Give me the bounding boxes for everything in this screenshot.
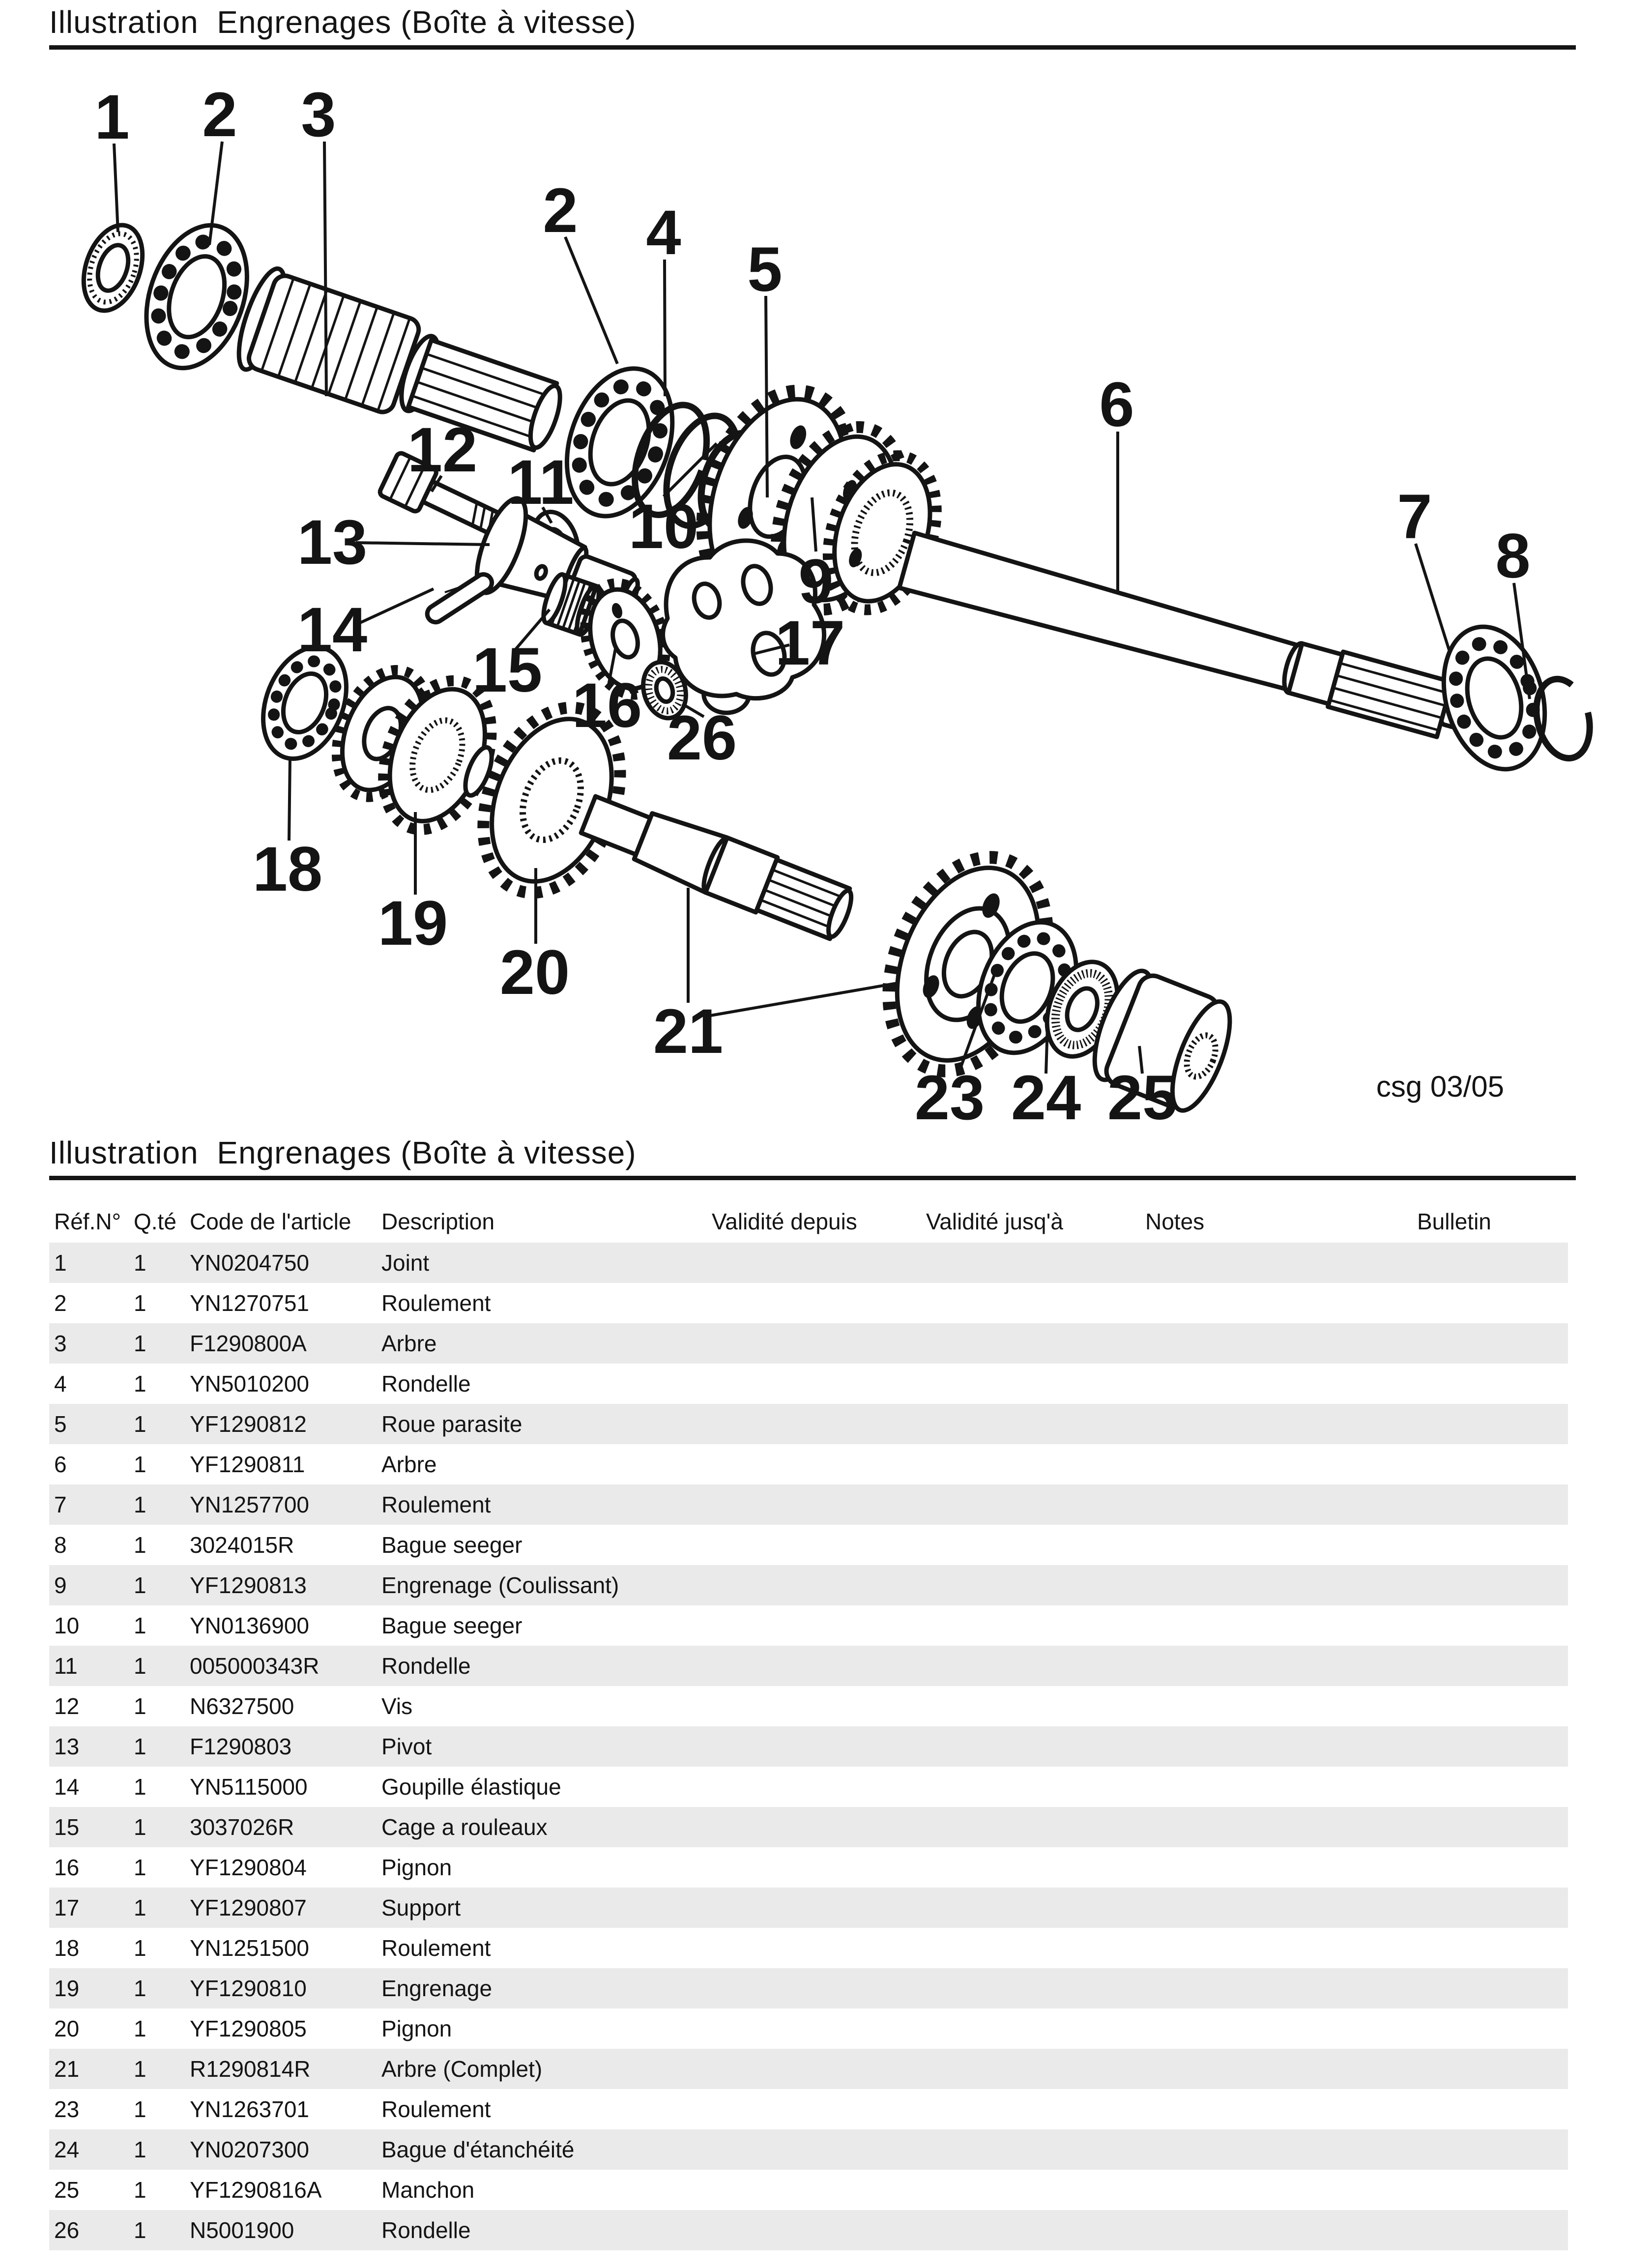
table-cell	[1417, 1444, 1568, 1484]
table-cell	[1417, 2210, 1568, 2250]
table-cell	[1417, 1525, 1568, 1565]
table-row-15	[49, 1807, 1568, 1847]
table-cell	[712, 1484, 926, 1525]
table-cell	[1145, 1807, 1417, 1847]
parts-table	[49, 1199, 1568, 2250]
table-cell	[1145, 1565, 1417, 1605]
callout-leader-21	[705, 983, 898, 1017]
table-cell	[712, 1968, 926, 2008]
table-row-14	[49, 1767, 1568, 1807]
table-row-1	[49, 1243, 1568, 1283]
table-cell	[712, 2049, 926, 2089]
table-row-3	[49, 1323, 1568, 1364]
table-cell	[712, 1404, 926, 1444]
table-row-26	[49, 2210, 1568, 2250]
table-cell: 1	[54, 1250, 67, 1276]
callout-14: 14	[297, 595, 368, 665]
table-cell: Engrenage	[381, 1976, 493, 2001]
table-cell	[1145, 1686, 1417, 1726]
table-cell	[712, 1283, 926, 1323]
table-cell: 1	[134, 1290, 146, 1316]
table-cell	[1417, 2170, 1568, 2210]
callout-23: 23	[914, 1063, 985, 1133]
col-header-notes: Notes	[1145, 1209, 1205, 1234]
table-cell: YN1270751	[190, 1290, 309, 1316]
table-cell	[926, 1605, 1145, 1646]
table-cell: 1	[134, 1855, 146, 1880]
table-row-9	[49, 1565, 1568, 1605]
table-cell	[1145, 2210, 1417, 2250]
table-cell: YF1290816A	[190, 2177, 322, 2203]
table-row-7	[49, 1484, 1568, 1525]
table-cell: 1	[134, 1653, 146, 1679]
table-cell	[926, 2089, 1145, 2129]
table-cell	[712, 1525, 926, 1565]
callout-7: 7	[1397, 482, 1432, 552]
table-cell	[926, 2008, 1145, 2049]
table-cell: Arbre	[381, 1452, 437, 1477]
table-cell: Roulement	[381, 1492, 491, 1517]
table-cell	[1145, 2170, 1417, 2210]
table-cell: YF1290807	[190, 1895, 307, 1920]
table-row-24	[49, 2129, 1568, 2170]
table-cell: F1290803	[190, 1734, 292, 1759]
table-cell: 2	[54, 1290, 67, 1316]
table-cell	[1145, 1484, 1417, 1525]
table-cell	[926, 1847, 1145, 1888]
table-cell: YF1290813	[190, 1572, 307, 1598]
table-cell	[1417, 1888, 1568, 1928]
table-title-rule	[49, 1176, 1576, 1180]
callout-5: 5	[747, 234, 783, 305]
table-cell	[1417, 1565, 1568, 1605]
table-cell	[926, 1525, 1145, 1565]
callout-25: 25	[1107, 1063, 1178, 1133]
table-cell	[712, 1646, 926, 1686]
table-cell: 1	[134, 2096, 146, 2122]
page-title: Illustration Engrenages (Boîte à vitesse)	[49, 4, 637, 40]
table-row-10	[49, 1605, 1568, 1646]
table-cell: Support	[381, 1895, 461, 1920]
table-cell	[1145, 1928, 1417, 1968]
table-cell: Bague d'étanchéité	[381, 2137, 575, 2162]
col-header-valid-from: Validité depuis	[712, 1209, 857, 1234]
table-cell	[1417, 1767, 1568, 1807]
part-goupille-14	[424, 571, 495, 625]
table-row-16	[49, 1847, 1568, 1888]
table-cell	[1417, 1807, 1568, 1847]
table-cell: 1	[134, 2016, 146, 2041]
table-cell	[712, 2129, 926, 2170]
table-cell: 25	[54, 2177, 80, 2203]
table-cell: 8	[54, 1532, 67, 1558]
table-cell	[1145, 2049, 1417, 2089]
table-cell: YN5115000	[190, 1774, 308, 1800]
table-cell: Manchon	[381, 2177, 475, 2203]
callout-leader-5	[766, 296, 767, 497]
table-row-11	[49, 1646, 1568, 1686]
table-cell: 1	[134, 1814, 146, 1840]
callout-26: 26	[667, 703, 737, 773]
table-cell: 1	[134, 1976, 146, 2001]
table-cell	[712, 2089, 926, 2129]
table-row-18	[49, 1928, 1568, 1968]
table-cell	[1417, 2008, 1568, 2049]
table-cell: N6327500	[190, 1693, 294, 1719]
table-cell	[1417, 1686, 1568, 1726]
table-cell	[926, 2210, 1145, 2250]
table-cell: YF1290804	[190, 1855, 307, 1880]
part-joint-1	[73, 217, 153, 319]
table-cell	[712, 1928, 926, 1968]
header-block-table	[49, 1134, 1576, 1180]
callout-leader-3	[324, 142, 326, 396]
table-cell: 1	[134, 2177, 146, 2203]
table-row-8	[49, 1525, 1568, 1565]
table-cell: 17	[54, 1895, 80, 1920]
table-cell: YN1257700	[190, 1492, 309, 1517]
table-cell: Goupille élastique	[381, 1774, 561, 1800]
table-cell: Arbre	[381, 1331, 437, 1356]
callout-10: 10	[628, 492, 699, 562]
table-cell: Pivot	[381, 1734, 432, 1759]
table-cell: 1	[134, 1452, 146, 1477]
table-cell	[926, 1686, 1145, 1726]
table-cell	[926, 1283, 1145, 1323]
part-arbre-3	[230, 264, 573, 470]
table-cell	[926, 1968, 1145, 2008]
callout-leader-7	[1416, 544, 1449, 650]
table-cell: Arbre (Complet)	[381, 2056, 543, 2082]
table-cell: 005000343R	[190, 1653, 319, 1679]
table-cell: 20	[54, 2016, 80, 2041]
table-cell: YF1290811	[190, 1452, 305, 1477]
part-arbre-6	[900, 533, 1481, 745]
table-cell	[1145, 1726, 1417, 1767]
table-cell: YN5010200	[190, 1371, 309, 1396]
table-cell	[712, 1444, 926, 1484]
table-cell: 1	[134, 1411, 146, 1437]
table-cell	[712, 1565, 926, 1605]
table-cell	[926, 2170, 1145, 2210]
table-cell	[1145, 2129, 1417, 2170]
table-cell: YN1251500	[190, 1935, 309, 1961]
table-cell	[926, 1444, 1145, 1484]
table-cell	[1417, 1364, 1568, 1404]
table-cell: 1	[134, 1693, 146, 1719]
table-cell	[1417, 1726, 1568, 1767]
table-cell: Pignon	[381, 2016, 452, 2041]
table-cell	[1417, 2129, 1568, 2170]
table-cell	[1145, 1364, 1417, 1404]
callout-1: 1	[94, 82, 130, 152]
table-row-2	[49, 1283, 1568, 1323]
table-cell	[1417, 1968, 1568, 2008]
table-cell	[1417, 1323, 1568, 1364]
table-cell: Roulement	[381, 1935, 491, 1961]
table-cell	[1145, 1888, 1417, 1928]
callout-20: 20	[499, 937, 570, 1008]
callout-12: 12	[407, 415, 478, 485]
callout-19: 19	[377, 888, 448, 959]
callout-9: 9	[798, 547, 834, 617]
table-cell	[712, 1847, 926, 1888]
callout-17: 17	[775, 608, 845, 678]
table-cell	[1145, 1283, 1417, 1323]
callout-18: 18	[252, 834, 323, 904]
table-cell	[712, 1364, 926, 1404]
table-cell	[1145, 2089, 1417, 2129]
table-cell: Pignon	[381, 1855, 452, 1880]
table-cell: 1	[134, 1935, 146, 1961]
table-cell	[926, 1243, 1145, 1283]
table-cell	[712, 1767, 926, 1807]
callout-2: 2	[543, 175, 578, 246]
table-cell	[926, 1323, 1145, 1364]
table-cell: 4	[54, 1371, 67, 1396]
table-cell: 15	[54, 1814, 80, 1840]
table-cell: YN0136900	[190, 1613, 309, 1638]
table-cell: 1	[134, 1250, 146, 1276]
table-title: Illustration Engrenages (Boîte à vitesse)	[49, 1135, 637, 1170]
table-cell: 1	[134, 1774, 146, 1800]
drawing-footnote: csg 03/05	[1376, 1070, 1504, 1103]
table-row-13	[49, 1726, 1568, 1767]
table-cell: Rondelle	[381, 1371, 471, 1396]
callout-8: 8	[1495, 521, 1531, 591]
table-row-17	[49, 1888, 1568, 1928]
table-cell: 7	[54, 1492, 67, 1517]
table-cell	[1145, 1968, 1417, 2008]
table-cell	[712, 1726, 926, 1767]
table-cell	[1417, 2089, 1568, 2129]
table-cell: Rondelle	[381, 2217, 471, 2243]
table-cell: 11	[54, 1653, 78, 1679]
col-header-code: Code de l'article	[190, 1209, 351, 1234]
table-cell: 24	[54, 2137, 80, 2162]
table-row-4	[49, 1364, 1568, 1404]
table-cell	[1145, 1767, 1417, 1807]
table-cell	[926, 1364, 1145, 1404]
table-cell	[1145, 1243, 1417, 1283]
table-cell: YF1290812	[190, 1411, 307, 1437]
callout-16: 16	[572, 670, 642, 741]
table-cell	[1417, 2049, 1568, 2089]
table-cell: 6	[54, 1452, 67, 1477]
table-cell	[712, 2210, 926, 2250]
table-cell: 3	[54, 1331, 67, 1356]
table-cell	[926, 2049, 1145, 2089]
table-cell	[1417, 1404, 1568, 1444]
table-cell: YN1263701	[190, 2096, 309, 2122]
table-cell: 1	[134, 1734, 146, 1759]
table-cell: YF1290810	[190, 1976, 307, 2001]
table-cell: Vis	[381, 1693, 413, 1719]
table-cell: Cage a rouleaux	[381, 1814, 548, 1840]
parts-table-header	[49, 1199, 1568, 1243]
table-cell	[712, 1605, 926, 1646]
table-cell: 19	[54, 1976, 80, 2001]
table-cell: 1	[134, 2056, 146, 2082]
table-cell: Bague seeger	[381, 1613, 522, 1638]
table-cell: 10	[54, 1613, 80, 1638]
table-cell	[926, 1767, 1145, 1807]
table-row-23	[49, 2089, 1568, 2129]
table-cell	[926, 1928, 1145, 1968]
table-cell: 1	[134, 1331, 146, 1356]
table-cell: 9	[54, 1572, 67, 1598]
table-cell: Roue parasite	[381, 1411, 522, 1437]
parts-table-body	[49, 1243, 1568, 2250]
callout-leader-1	[114, 144, 118, 232]
callout-21: 21	[653, 996, 724, 1067]
table-cell	[1145, 1646, 1417, 1686]
table-cell: YN0204750	[190, 1250, 309, 1276]
table-cell: N5001900	[190, 2217, 294, 2243]
table-cell: 12	[54, 1693, 80, 1719]
table-cell: Roulement	[381, 1290, 491, 1316]
col-header-qty: Q.té	[134, 1209, 176, 1234]
diagram-callouts	[94, 80, 1530, 1133]
callout-leader-14	[357, 589, 434, 624]
callout-13: 13	[297, 507, 368, 578]
table-cell	[712, 1323, 926, 1364]
table-row-25	[49, 2170, 1568, 2210]
table-cell	[1145, 1404, 1417, 1444]
table-cell: 1	[134, 1371, 146, 1396]
table-cell	[1417, 1605, 1568, 1646]
callout-3: 3	[301, 80, 336, 150]
table-cell: Rondelle	[381, 1653, 471, 1679]
table-row-20	[49, 2008, 1568, 2049]
table-cell	[926, 1646, 1145, 1686]
table-cell: 1	[134, 1532, 146, 1558]
table-cell	[712, 1807, 926, 1847]
table-row-19	[49, 1968, 1568, 2008]
table-cell: Engrenage (Coulissant)	[381, 1572, 619, 1598]
table-cell	[926, 2129, 1145, 2170]
table-cell: 16	[54, 1855, 80, 1880]
table-cell: 21	[54, 2056, 80, 2082]
table-cell: 1	[134, 1492, 146, 1517]
table-cell: Joint	[381, 1250, 430, 1276]
table-cell: 1	[134, 1895, 146, 1920]
table-cell	[1145, 1444, 1417, 1484]
table-cell	[712, 1888, 926, 1928]
callout-leader-18	[289, 758, 290, 841]
table-cell	[926, 1726, 1145, 1767]
table-cell	[1417, 1484, 1568, 1525]
table-cell: 3024015R	[190, 1532, 294, 1558]
table-cell: Roulement	[381, 2096, 491, 2122]
table-cell: Bague seeger	[381, 1532, 522, 1558]
table-cell	[1145, 2008, 1417, 2049]
table-cell: 13	[54, 1734, 80, 1759]
table-cell	[1417, 1847, 1568, 1888]
table-cell	[712, 1243, 926, 1283]
col-header-ref: Réf.N°	[54, 1209, 121, 1234]
table-row-21	[49, 2049, 1568, 2089]
table-cell: 26	[54, 2217, 80, 2243]
table-cell	[1417, 1928, 1568, 1968]
table-cell	[712, 2170, 926, 2210]
callout-15: 15	[472, 635, 543, 705]
table-cell: 1	[134, 2137, 146, 2162]
col-header-valid-to: Validité jusq'à	[926, 1209, 1063, 1234]
table-cell: 1	[134, 2217, 146, 2243]
table-cell: R1290814R	[190, 2056, 311, 2082]
col-header-bulletin: Bulletin	[1417, 1209, 1491, 1234]
table-cell: YN0207300	[190, 2137, 309, 2162]
table-cell: YF1290805	[190, 2016, 307, 2041]
table-cell: 1	[134, 1572, 146, 1598]
callout-11: 11	[507, 447, 574, 518]
table-cell	[1145, 1525, 1417, 1565]
table-cell	[1145, 1323, 1417, 1364]
table-cell	[926, 1807, 1145, 1847]
table-cell: 3037026R	[190, 1814, 294, 1840]
callout-leader-13	[356, 543, 490, 545]
table-cell	[926, 1888, 1145, 1928]
table-cell	[926, 1484, 1145, 1525]
callout-4: 4	[646, 198, 681, 268]
table-cell	[712, 1686, 926, 1726]
table-cell	[926, 1565, 1145, 1605]
table-row-5	[49, 1404, 1568, 1444]
table-cell	[1145, 1605, 1417, 1646]
table-cell	[1417, 1283, 1568, 1323]
table-cell: 1	[134, 1613, 146, 1638]
table-cell	[1417, 1646, 1568, 1686]
callout-2: 2	[202, 80, 237, 150]
table-cell: 23	[54, 2096, 80, 2122]
table-cell	[1417, 1243, 1568, 1283]
table-cell: F1290800A	[190, 1331, 307, 1356]
table-cell: 5	[54, 1411, 67, 1437]
table-row-6	[49, 1444, 1568, 1484]
col-header-desc: Description	[381, 1209, 495, 1234]
callout-6: 6	[1099, 370, 1134, 440]
table-row-12	[49, 1686, 1568, 1726]
callout-24: 24	[1011, 1063, 1081, 1133]
table-cell	[1145, 1847, 1417, 1888]
table-cell	[712, 2008, 926, 2049]
callout-leader-2	[565, 237, 617, 364]
table-cell: 18	[54, 1935, 80, 1961]
table-cell	[926, 1404, 1145, 1444]
table-cell: 14	[54, 1774, 80, 1800]
